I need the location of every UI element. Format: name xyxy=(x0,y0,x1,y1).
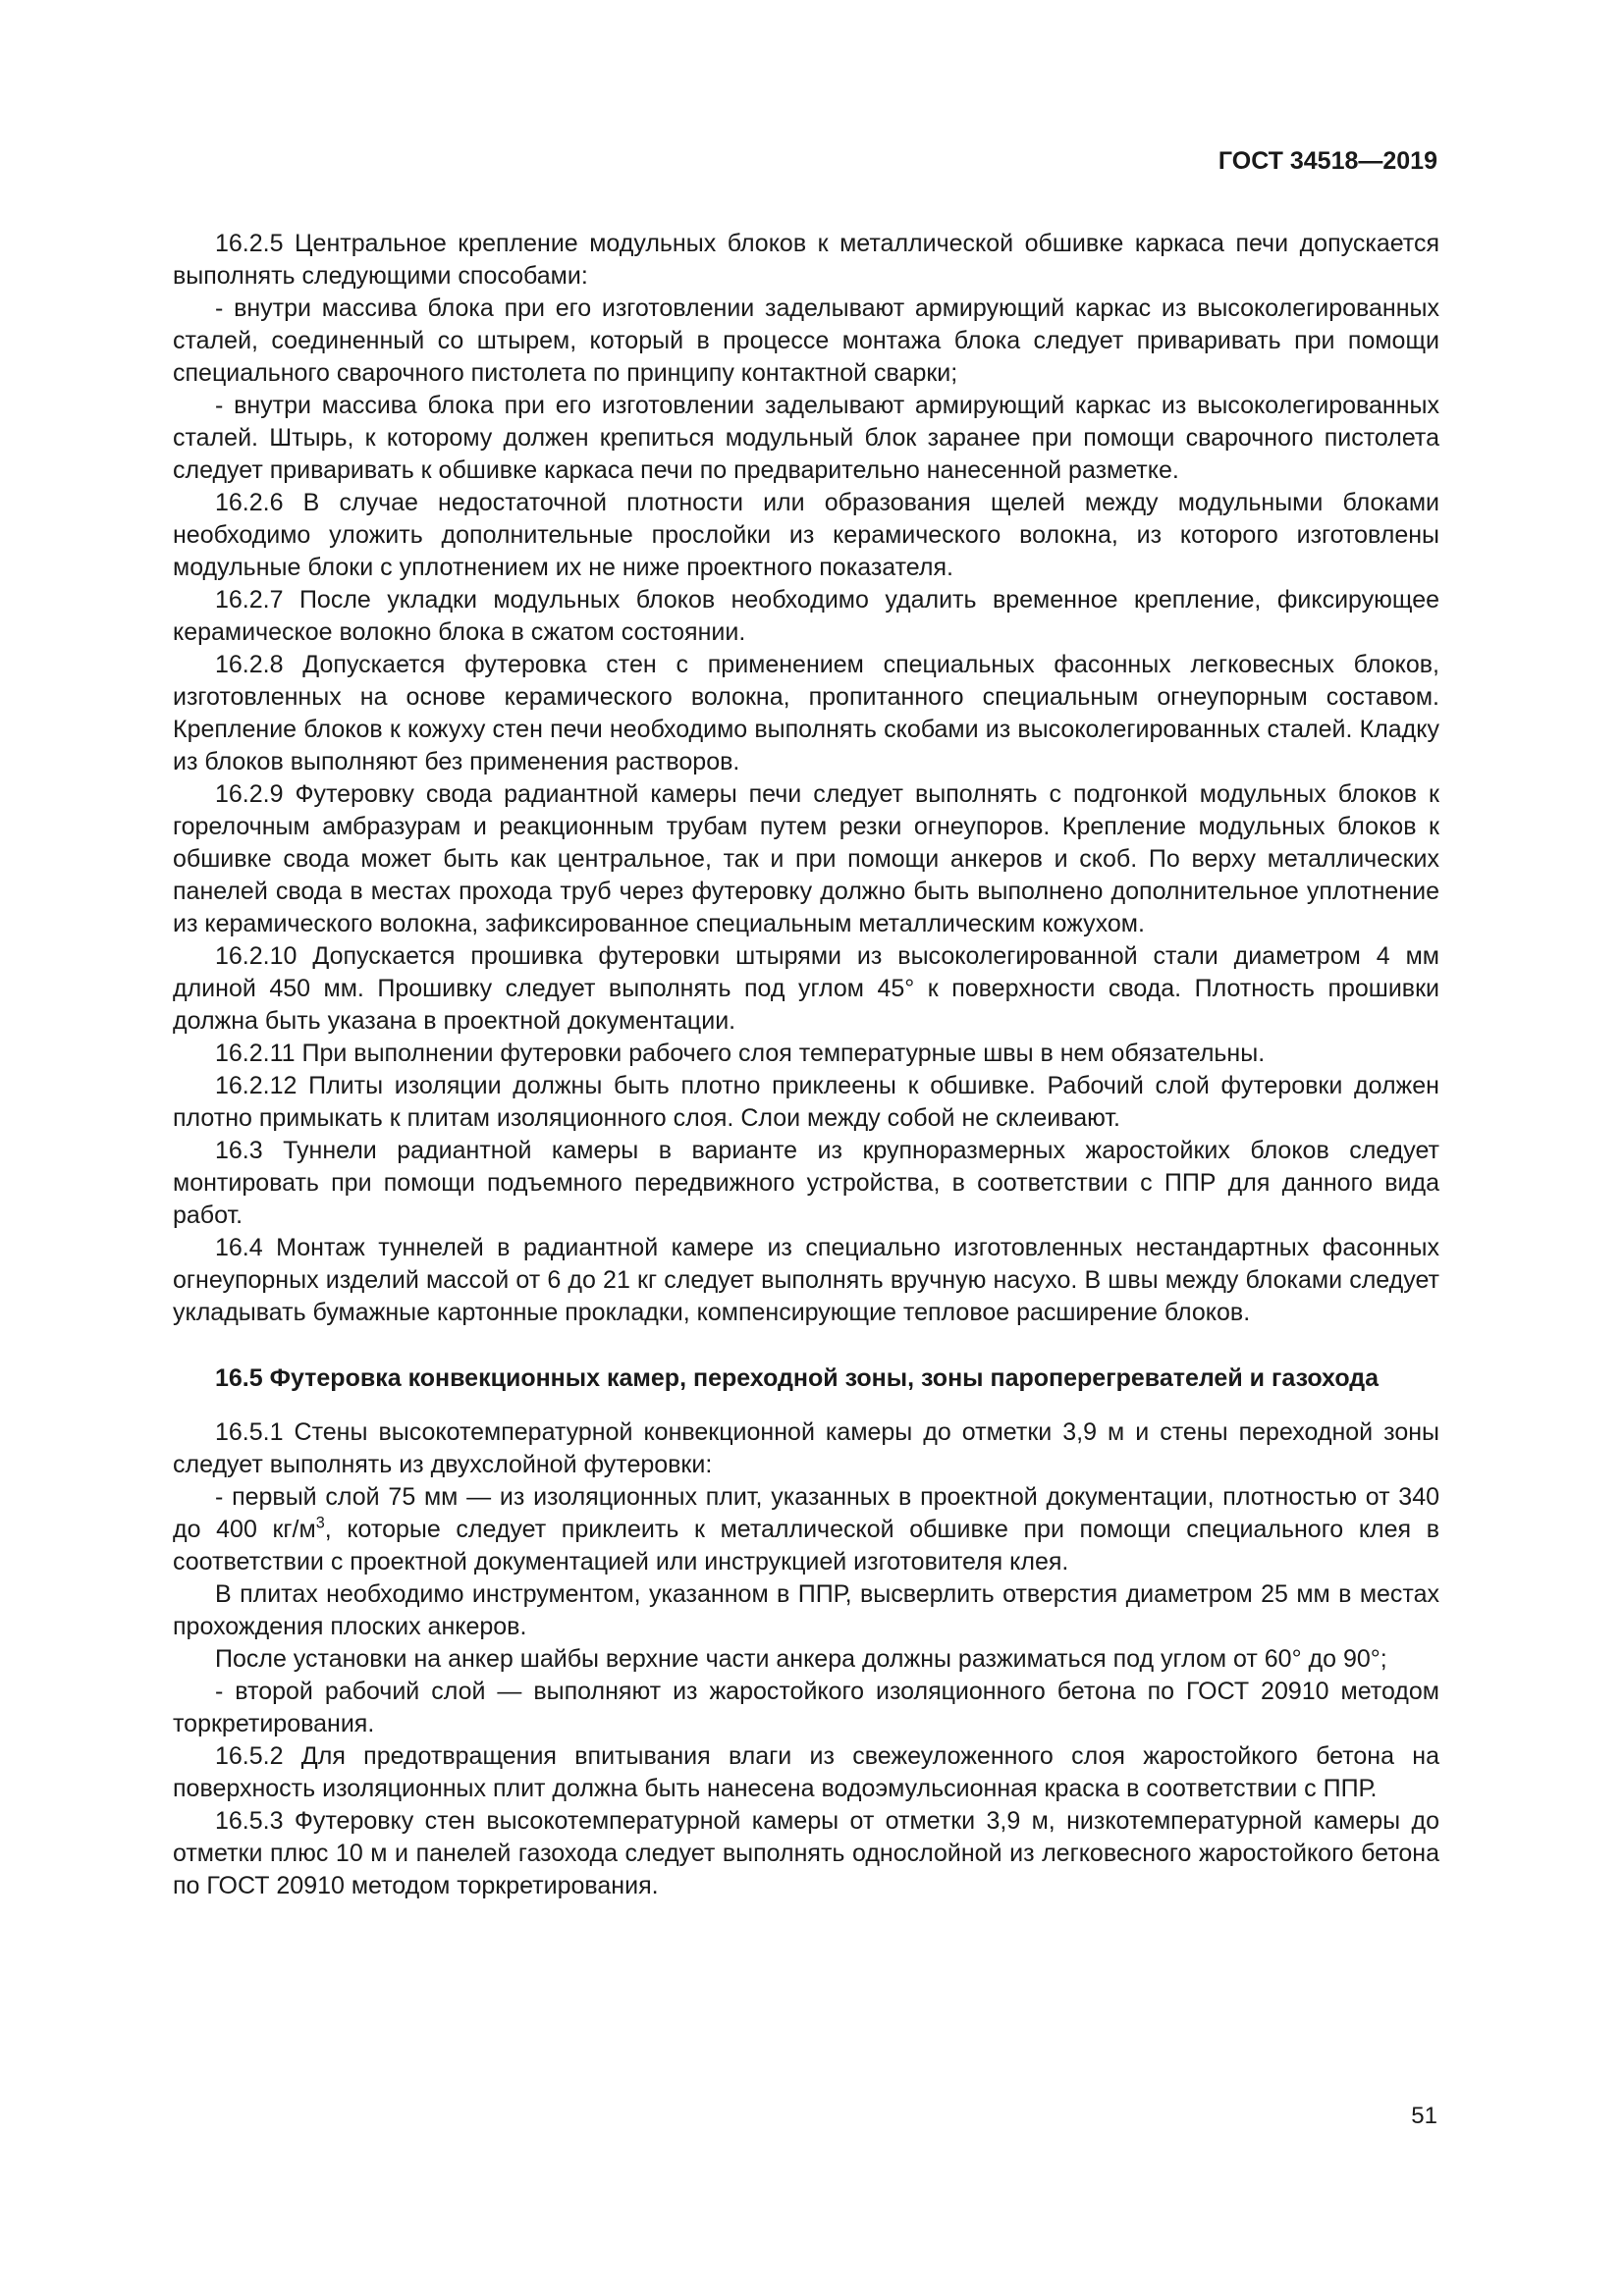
paragraph-16-2-7: 16.2.7 После укладки модульных блоков необходимо удалить временное крепление, фиксирующее керамическое волокно блока в сжатом состоянии. xyxy=(173,586,1439,646)
paragraph-16-3: 16.3 Туннели радиантной камеры в варианте из крупноразмерных жаростойких блоков следует монтировать при помощи подъемного передвижного устройства, в соответствии с ППР для данного вида работ. xyxy=(173,1137,1439,1229)
list-item-method-1: - внутри массива блока при его изготовлении заделывают армирующий каркас из высоколегированных сталей, соединенный со штырем, который в процессе монтажа блока следует приваривать при помощи специального сварочного пистолета по принципу контактной сварки; xyxy=(173,294,1439,387)
paragraph-16-2-9: 16.2.9 Футеровку свода радиантной камеры печи следует выполнять с подгонкой модульных блоков к горелочным амбразурам и реакционным трубам путем резки огнеупоров. Крепление модульных блоков к обшивке свода может быть как центральное, так и при помощи анкеров и скоб. По верху металлических панелей свода в местах прохода труб через футеровку должно быть выполнено дополнительное уплотнение из керамического волокна, зафиксированное специальным металлическим кожухом. xyxy=(173,780,1439,937)
superscript-3: 3 xyxy=(315,1514,325,1532)
paragraph-16-2-5: 16.2.5 Центральное крепление модульных блоков к металлической обшивке каркаса печи допускается выполнять следующими способами: xyxy=(173,230,1439,290)
paragraph-16-2-10: 16.2.10 Допускается прошивка футеровки штырями из высоколегированной стали диаметром 4 мм длиной 450 мм. Прошивку следует выполнять под углом 45° к поверхности свода. Плотность прошивки должна быть указана в проектной документации. xyxy=(173,942,1439,1035)
list-item-method-2: - внутри массива блока при его изготовлении заделывают армирующий каркас из высоколегированных сталей. Штырь, к которому должен крепиться модульный блок заранее при помощи сварочного пистолета следует приваривать к обшивке каркаса печи по предварительно нанесенной разметке. xyxy=(173,392,1439,484)
document-body xyxy=(173,228,1439,1902)
paragraph-drilling: В плитах необходимо инструментом, указанном в ППР, высверлить отверстия диаметром 25 мм в местах прохождения плоских анкеров. xyxy=(173,1580,1439,1640)
first-layer-text-b: , которые следует приклеить к металлической обшивке при помощи специального клея в соответствии с проектной документацией или инструкцией изготовителя клея. xyxy=(173,1516,1439,1575)
paragraph-16-5-2: 16.5.2 Для предотвращения впитывания влаги из свежеуложенного слоя жаростойкого бетона на поверхность изоляционных плит должна быть нанесена водоэмульсионная краска в соответствии с ППР. xyxy=(173,1742,1439,1802)
document-code-header: ГОСТ 34518—2019 xyxy=(1218,147,1437,175)
paragraph-16-2-6: 16.2.6 В случае недостаточной плотности или образования щелей между модульными блоками необходимо уложить дополнительные прослойки из керамического волокна, из которого изготовлены модульные блоки с уплотнением их не ниже проектного показателя. xyxy=(173,489,1439,581)
paragraph-16-5-3: 16.5.3 Футеровку стен высокотемпературной камеры от отметки 3,9 м, низкотемпературной камеры до отметки плюс 10 м и панелей газохода следует выполнять однослойной из легковесного жаростойкого бетона по ГОСТ 20910 методом торкретирования. xyxy=(173,1807,1439,1899)
paragraph-16-2-8: 16.2.8 Допускается футеровка стен с применением специальных фасонных легковесных блоков, изготовленных на основе керамического волокна, пропитанного специальным огнеупорным составом. Крепление блоков к кожуху стен печи необходимо выполнять скобами из высоколегированных сталей. Кладку из блоков выполняют без применения растворов. xyxy=(173,651,1439,775)
list-item-first-layer xyxy=(173,1481,1439,1578)
paragraph-16-2-12: 16.2.12 Плиты изоляции должны быть плотно приклеены к обшивке. Рабочий слой футеровки должен плотно примыкать к плитам изоляционного слоя. Слои между собой не склеивают. xyxy=(173,1072,1439,1132)
page-number: 51 xyxy=(1411,2103,1437,2129)
first-layer-text-a: - первый слой 75 мм — из изоляционных плит, указанных в проектной документации, плотностью от 340 до 400 кг/м xyxy=(173,1483,1439,1543)
list-item-second-layer: - второй рабочий слой — выполняют из жаростойкого изоляционного бетона по ГОСТ 20910 методом торкретирования. xyxy=(173,1678,1439,1737)
paragraph-anchor: После установки на анкер шайбы верхние части анкера должны разжиматься под углом от 60° до 90°; xyxy=(215,1645,1387,1673)
paragraph-16-4: 16.4 Монтаж туннелей в радиантной камере из специально изготовленных нестандартных фасонных огнеупорных изделий массой от 6 до 21 кг следует выполнять вручную насухо. В швы между блоками следует укладывать бумажные картонные прокладки, компенсирующие тепловое расширение блоков. xyxy=(173,1234,1439,1326)
section-heading-16-5: 16.5 Футеровка конвекционных камер, переходной зоны, зоны пароперегревателей и газохода xyxy=(215,1364,1380,1392)
paragraph-16-5-1: 16.5.1 Стены высокотемпературной конвекционной камеры до отметки 3,9 м и стены переходной зоны следует выполнять из двухслойной футеровки: xyxy=(173,1418,1439,1478)
paragraph-16-2-11: 16.2.11 При выполнении футеровки рабочего слоя температурные швы в нем обязательны. xyxy=(215,1040,1266,1067)
